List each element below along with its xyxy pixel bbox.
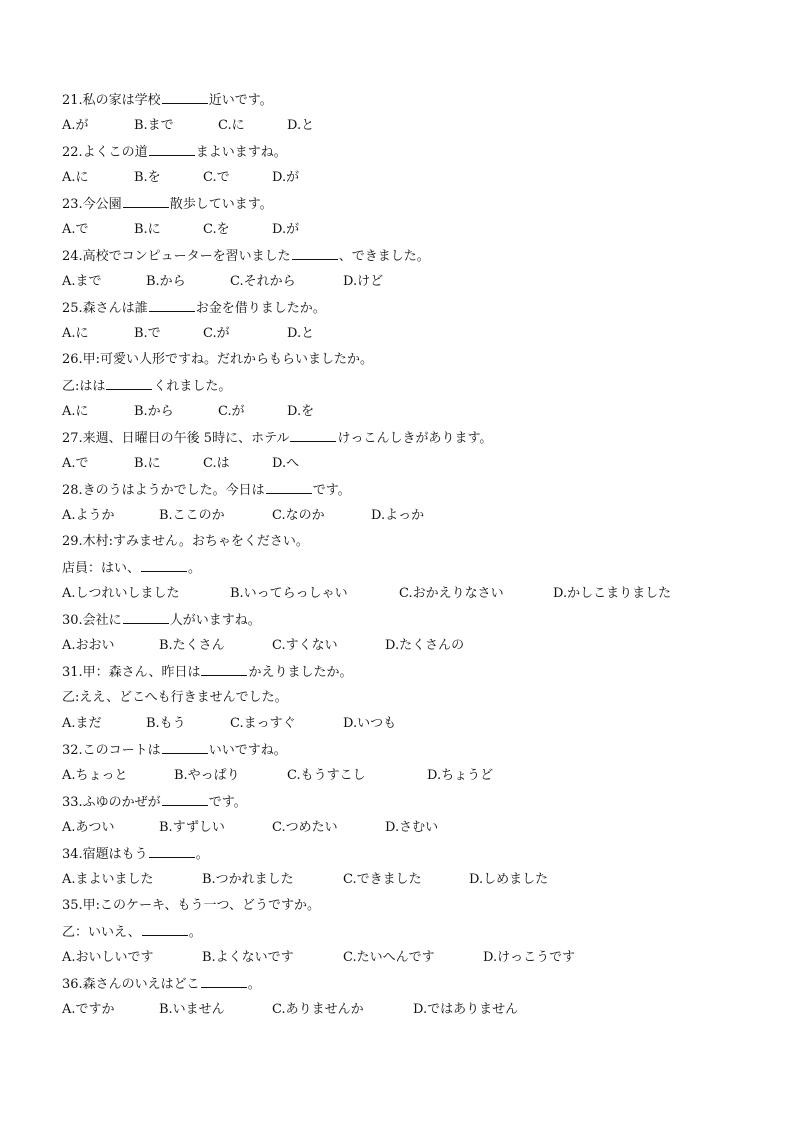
question-text-after: 近いです。 [208, 93, 273, 108]
question-28 [62, 480, 351, 500]
option-a: A.に [62, 170, 89, 185]
question-text-after: です。 [208, 795, 247, 810]
option-a: A.で [62, 222, 89, 237]
option-a: A.おおい [62, 638, 115, 653]
question-text: 25.森さんは誰 [62, 301, 148, 316]
option-b: B.もう [146, 716, 186, 731]
question-text: 26.甲:可愛い人形ですね。だれからもらいましたか。 [62, 352, 374, 367]
answer-blank [123, 194, 169, 208]
option-c: C.は [203, 456, 230, 471]
question-text-after: 。 [247, 977, 261, 992]
question-text: 23.今公園 [62, 197, 122, 212]
question-31-line-2 [62, 688, 288, 708]
answer-blank [201, 662, 247, 676]
option-a: A.まよいました [62, 872, 154, 887]
option-d: D.たくさんの [385, 638, 465, 653]
option-d: D.けど [343, 274, 384, 289]
option-b: B.で [134, 326, 161, 341]
question-text: 32.このコートは [62, 743, 161, 758]
question-text: 33.ふゆのかぜが [62, 795, 161, 810]
question-text-after: です。 [312, 483, 351, 498]
question-text: 36.森さんのいえはどこ [62, 977, 200, 992]
answer-blank [106, 376, 152, 390]
option-b: B.から [146, 274, 186, 289]
question-text: 35.甲:このケーキ、もう一つ、どうですか。 [62, 898, 321, 913]
option-a: A.しつれいしました [62, 586, 180, 601]
option-c: C.できました [343, 872, 422, 887]
question-27 [62, 428, 492, 448]
option-a: A.ですか [62, 1002, 115, 1017]
question-text: 21.私の家は学校 [62, 93, 161, 108]
question-text-after: 散歩しています。 [169, 197, 273, 212]
answer-blank [149, 844, 195, 858]
answer-blank [162, 740, 208, 754]
option-c: C.もうすこし [287, 768, 366, 783]
answer-blank [141, 558, 187, 572]
option-c: C.で [203, 170, 230, 185]
option-a: A.ようか [62, 508, 115, 523]
option-a: A.に [62, 326, 89, 341]
question-36 [62, 974, 261, 994]
question-31 [62, 662, 352, 682]
question-22 [62, 142, 287, 162]
question-29 [62, 532, 309, 552]
option-b: B.やっぱり [174, 768, 240, 783]
answer-blank [162, 792, 208, 806]
option-b: B.すずしい [159, 820, 225, 835]
question-25 [62, 298, 326, 318]
option-c: C.おかえりなさい [399, 586, 504, 601]
question-text: 24.高校でコンピューターを習いました [62, 249, 291, 264]
option-c: C.たいへんです [343, 950, 435, 965]
option-b: B.まで [134, 118, 174, 133]
option-c: C.ありませんか [272, 1002, 364, 1017]
option-b: B.たくさん [159, 638, 225, 653]
question-text-after: いいですね。 [208, 743, 287, 758]
question-text-after: くれました。 [153, 379, 232, 394]
option-b: B.いません [159, 1002, 225, 1017]
option-b: B.ここのか [159, 508, 225, 523]
option-d: D.かしこまりました [553, 586, 672, 601]
option-b: B.に [134, 456, 161, 471]
option-d: D.へ [272, 456, 300, 471]
answer-blank [142, 922, 188, 936]
option-d: D.が [272, 222, 300, 237]
question-text-after: まよいますね。 [195, 145, 287, 160]
option-d: D.が [272, 170, 300, 185]
option-a: A.あつい [62, 820, 115, 835]
option-b: B.を [134, 170, 161, 185]
question-text: 乙：いいえ、 [62, 925, 141, 940]
option-c: C.すくない [272, 638, 338, 653]
question-text: 31.甲：森さん、昨日は [62, 665, 201, 680]
option-b: B.いってらっしゃい [230, 586, 348, 601]
option-b: B.に [134, 222, 161, 237]
answer-blank [290, 428, 336, 442]
question-text-after: お金を借りましたか。 [195, 301, 326, 316]
question-text: 28.きのうはようかでした。今日は [62, 483, 265, 498]
option-b: B.よくないです [202, 950, 294, 965]
option-c: C.なのか [272, 508, 325, 523]
question-32 [62, 740, 287, 760]
answer-blank [266, 480, 312, 494]
question-33 [62, 792, 247, 812]
option-c: C.が [203, 326, 230, 341]
option-d: D.と [287, 326, 315, 341]
question-text: 乙:ええ、どこへも行きませんでした。 [62, 690, 288, 705]
question-text-after: 。 [195, 847, 209, 862]
answer-blank [292, 246, 338, 260]
question-21 [62, 90, 273, 110]
option-d: D.しめました [469, 872, 549, 887]
question-text: 乙:はは [62, 379, 106, 394]
option-d: D.けっこうです [483, 950, 576, 965]
question-30 [62, 610, 261, 630]
question-text: 22.よくこの道 [62, 145, 148, 160]
question-23 [62, 194, 273, 214]
question-text: 30.会社に [62, 613, 122, 628]
question-text: 29.木村:すみません。おちゃをください。 [62, 534, 309, 549]
answer-blank [149, 298, 195, 312]
option-c: C.つめたい [272, 820, 338, 835]
option-a: A.まだ [62, 716, 102, 731]
question-text-after: けっこんしきがあります。 [337, 431, 493, 446]
option-c: C.それから [230, 274, 296, 289]
question-35 [62, 896, 320, 916]
question-34 [62, 844, 209, 864]
option-d: D.と [287, 118, 315, 133]
question-text-after: 人がいますね。 [169, 613, 261, 628]
option-a: A.に [62, 404, 89, 419]
question-text: 34.宿題はもう [62, 847, 148, 862]
option-c: C.まっすぐ [230, 716, 296, 731]
question-text-after: 。 [188, 925, 202, 940]
question-text: 27.来週、日曜日の午後 5時に、ホテル [62, 431, 290, 446]
option-d: D.ではありません [413, 1002, 519, 1017]
answer-blank [149, 142, 195, 156]
question-text: 店員：はい、 [62, 561, 141, 576]
option-a: A.が [62, 118, 89, 133]
question-29-line-2 [62, 558, 201, 578]
option-c: C.が [218, 404, 245, 419]
option-d: D.よっか [371, 508, 425, 523]
question-26 [62, 350, 373, 370]
answer-blank [162, 90, 208, 104]
option-d: D.ちょうど [427, 768, 494, 783]
answer-blank [201, 974, 247, 988]
question-26-line-2 [62, 376, 231, 396]
question-text-after: 、できました。 [338, 249, 430, 264]
option-c: C.を [203, 222, 230, 237]
option-d: D.を [287, 404, 315, 419]
question-35-line-2 [62, 922, 202, 942]
option-a: A.ちょっと [62, 768, 128, 783]
option-d: D.さむい [385, 820, 439, 835]
option-a: A.おいしいです [62, 950, 154, 965]
answer-blank [123, 610, 169, 624]
option-a: A.で [62, 456, 89, 471]
question-text-after: かえりましたか。 [248, 665, 353, 680]
option-a: A.まで [62, 274, 102, 289]
option-b: B.から [134, 404, 174, 419]
option-d: D.いつも [343, 716, 397, 731]
question-text-after: 。 [188, 561, 202, 576]
option-c: C.に [218, 118, 245, 133]
option-b: B.つかれました [202, 872, 294, 887]
question-24 [62, 246, 430, 266]
